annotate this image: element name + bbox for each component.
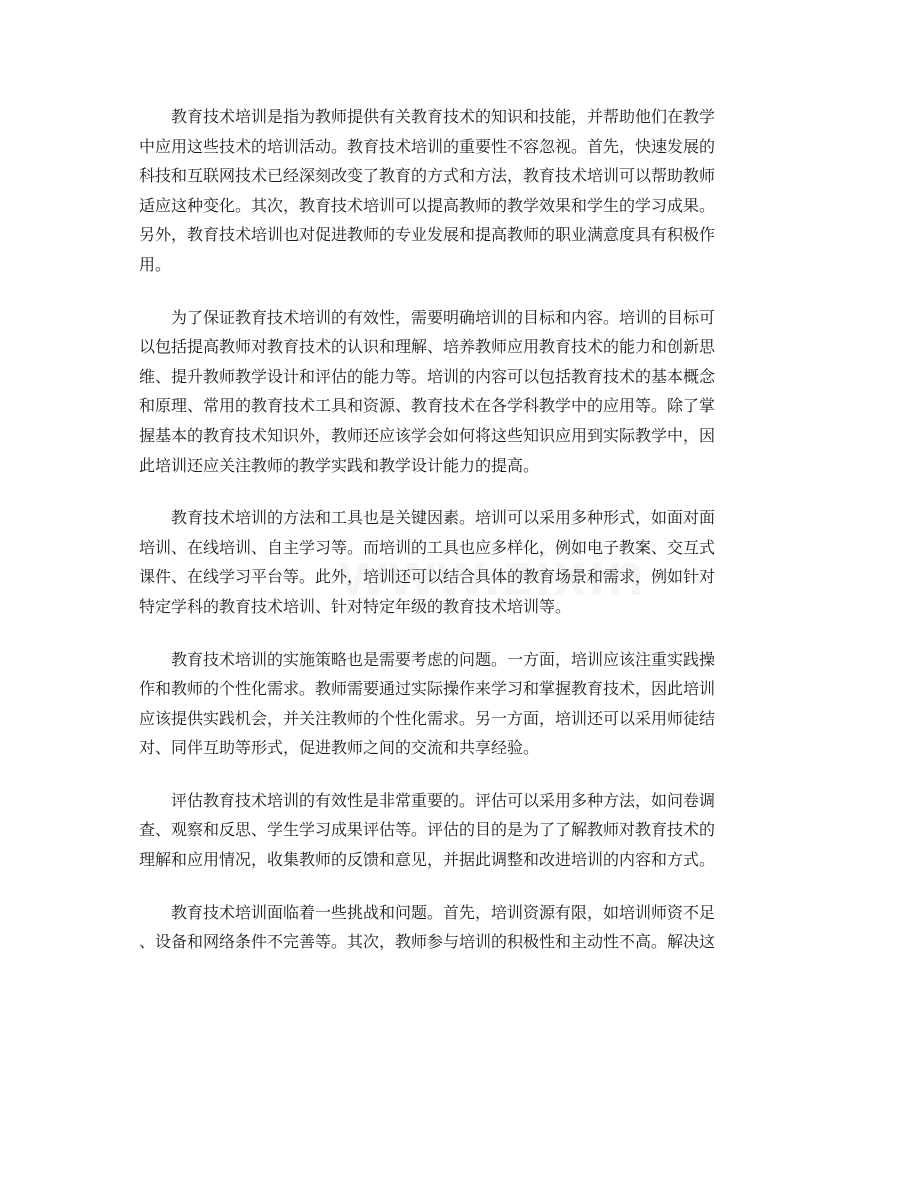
text-line: 作和教师的个性化需求。教师需要通过实际操作来学习和掌握教育技术，因此培训 — [139, 679, 716, 699]
text-line: 另外，教育技术培训也对促进教师的专业发展和提高教师的职业满意度具有积极作 — [139, 225, 716, 245]
text-line: 特定学科的教育技术培训、针对特定年级的教育技术培训等。 — [139, 596, 572, 616]
text-line: 此培训还应关注教师的教学实践和教学设计能力的提高。 — [139, 455, 540, 475]
paragraph-3 — [139, 503, 781, 621]
text-line: 和原理、常用的教育技术工具和资源、教育技术在各学科教学中的应用等。除了掌 — [139, 396, 716, 416]
paragraph-1 — [139, 102, 781, 280]
paragraph-6 — [139, 898, 781, 957]
text-line: 教育技术培训是指为教师提供有关教育技术的知识和技能，并帮助他们在教学 — [171, 107, 716, 126]
text-line: 教育技术培训的实施策略也是需要考虑的问题。一方面，培训应该注重实践操 — [171, 649, 716, 669]
paragraph-2 — [139, 303, 781, 481]
text-line: 教育技术培训的方法和工具也是关键因素。培训可以采用多种形式，如面对面 — [171, 508, 716, 528]
text-line: 培训、在线培训、自主学习等。而培训的工具也应多样化，例如电子教案、交互式 — [139, 537, 716, 557]
paragraph-5 — [139, 786, 781, 875]
text-line: 应该提供实践机会，并关注教师的个性化需求。另一方面，培训还可以采用师徒结 — [139, 708, 716, 728]
text-line: 课件、在线学习平台等。此外，培训还可以结合具体的教育场景和需求，例如针对 — [139, 567, 716, 587]
text-line: 握基本的教育技术知识外，教师还应该学会如何将这些知识应用到实际教学中，因 — [139, 425, 716, 445]
paragraph-4 — [139, 645, 781, 763]
text-line: 用。 — [139, 254, 172, 274]
text-line: 、设备和网络条件不完善等。其次，教师参与培训的积极性和主动性不高。解决这 — [139, 932, 716, 952]
text-line: 适应这种变化。其次，教育技术培训可以提高教师的教学效果和学生的学习成果。 — [139, 195, 716, 215]
text-line: 科技和互联网技术已经深刻改变了教育的方式和方法，教育技术培训可以帮助教师 — [139, 166, 716, 186]
text-line: 对、同伴互助等形式，促进教师之间的交流和共享经验。 — [139, 738, 540, 758]
text-line: 查、观察和反思、学生学习成果评估等。评估的目的是为了了解教师对教育技术的 — [139, 820, 716, 840]
text-line: 为了保证教育技术培训的有效性，需要明确培训的目标和内容。培训的目标可 — [171, 307, 716, 327]
text-line: 维、提升教师教学设计和评估的能力等。培训的内容可以包括教育技术的基本概念 — [139, 366, 716, 386]
text-line: 评估教育技术培训的有效性是非常重要的。评估可以采用多种方法，如问卷调 — [171, 790, 716, 810]
text-line: 教育技术培训面临着一些挑战和问题。首先，培训资源有限，如培训师资不足 — [171, 902, 716, 922]
text-line: 中应用这些技术的培训活动。教育技术培训的重要性不容忽视。首先，快速发展的 — [139, 136, 716, 156]
document-body — [139, 102, 781, 980]
text-line: 理解和应用情况，收集教师的反馈和意见，并据此调整和改进培训的内容和方式。 — [139, 850, 716, 870]
text-line: 以包括提高教师对教育技术的认识和理解、培养教师应用教育技术的能力和创新思 — [139, 337, 716, 357]
